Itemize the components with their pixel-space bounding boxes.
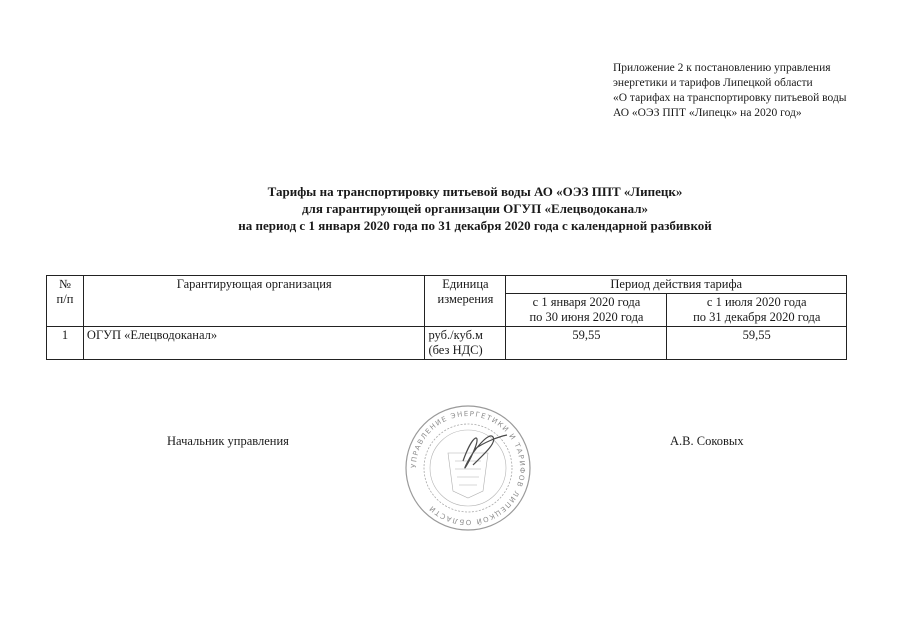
signatory-name: А.В. Соковых	[670, 434, 744, 448]
header-period2	[667, 294, 847, 327]
cell-period2-value: 59,55	[667, 327, 847, 360]
header-unit	[425, 276, 506, 327]
seal-text: УПРАВЛЕНИЕ ЭНЕРГЕТИКИ И ТАРИФОВ ЛИПЕЦКОЙ ОБЛАСТИ	[409, 409, 527, 527]
seal-outer-ring	[406, 406, 530, 530]
header-num	[47, 276, 84, 327]
cell-unit-line1: руб./куб.м	[428, 328, 483, 342]
header-period1	[506, 294, 667, 327]
document-title	[130, 183, 820, 234]
appendix-line: энергетики и тарифов Липецкой области	[613, 77, 813, 89]
signatory-position: Начальник управления	[167, 434, 289, 448]
cell-unit	[425, 327, 506, 360]
appendix-line: Приложение 2 к постановлению управления	[613, 62, 831, 74]
title-line: на период с 1 января 2020 года по 31 декабря 2020 года с календарной разбивкой	[238, 218, 712, 233]
header-unit-line2: измерения	[437, 292, 494, 306]
appendix-line: «О тарифах на транспортировку питьевой воды	[613, 92, 847, 104]
appendix-line: АО «ОЭЗ ППТ «Липецк» на 2020 год»	[613, 107, 802, 119]
header-period: Период действия тарифа	[506, 276, 847, 294]
table-row	[47, 327, 847, 360]
seal-emblem-ring	[430, 430, 506, 506]
title-line: Тарифы на транспортировку питьевой воды АО «ОЭЗ ППТ «Липецк»	[267, 184, 683, 199]
header-period2-line1: с 1 июля 2020 года	[706, 295, 807, 309]
tariff-table	[46, 275, 847, 360]
handwritten-signature	[463, 435, 507, 468]
cell-period1-value: 59,55	[506, 327, 667, 360]
cell-organization: ОГУП «Елецводоканал»	[83, 327, 425, 360]
header-period1-line2: по 30 июня 2020 года	[529, 310, 644, 324]
appendix-note	[613, 61, 898, 121]
cell-unit-line2: (без НДС)	[428, 343, 483, 357]
cell-num: 1	[47, 327, 84, 360]
official-seal-stamp	[403, 403, 533, 533]
seal-emblem	[448, 453, 488, 498]
header-unit-line1: Единица	[442, 277, 489, 291]
header-num-line2: п/п	[56, 292, 74, 306]
header-period1-line1: с 1 января 2020 года	[532, 295, 641, 309]
header-organization: Гарантирующая организация	[83, 276, 425, 327]
header-period2-line2: по 31 декабря 2020 года	[693, 310, 821, 324]
title-line: для гарантирующей организации ОГУП «Елецводоканал»	[301, 201, 649, 216]
table-header-row	[47, 276, 847, 294]
header-num-line1: №	[58, 277, 71, 291]
